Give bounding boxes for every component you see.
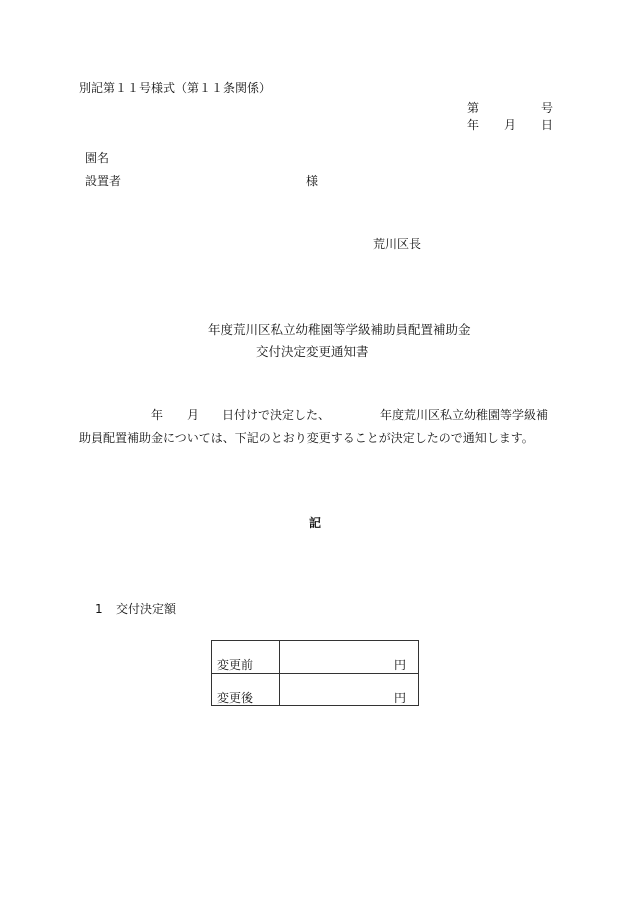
row-after-unit: 円 <box>393 691 406 705</box>
document-title-line2: 交付決定変更通知書 <box>256 344 369 359</box>
honorific: 様 <box>306 174 319 188</box>
kindergarten-label: 園名 <box>85 151 110 165</box>
row-before-label: 変更前 <box>217 658 254 672</box>
body-line2: 助員配置補助金については、下記のとおり変更することが決定したので通知します。 <box>79 431 534 445</box>
body-line1-tail: 年度荒川区私立幼稚園等学級補 <box>380 408 549 422</box>
date-day-label: 日 <box>541 118 554 132</box>
document-title-line1: 年度荒川区私立幼稚園等学級補助員配置補助金 <box>208 322 471 337</box>
date-month-label: 月 <box>504 118 517 132</box>
body-month: 月 <box>187 408 200 422</box>
item1-number: 1 <box>95 602 103 616</box>
founder-label: 設置者 <box>85 174 122 188</box>
form-label: 別記第１１号様式（第１１条関係） <box>79 81 272 95</box>
number-suffix: 号 <box>541 101 554 115</box>
number-prefix: 第 <box>467 101 480 115</box>
item1-label: 交付決定額 <box>116 602 177 616</box>
body-day-text: 日付けで決定した、 <box>222 408 331 422</box>
date-year-label: 年 <box>467 118 480 132</box>
row-after-label: 変更後 <box>217 691 254 705</box>
body-year: 年 <box>151 408 164 422</box>
ki-heading: 記 <box>309 516 322 530</box>
sender-name: 荒川区長 <box>373 237 422 251</box>
row-before-unit: 円 <box>393 658 406 672</box>
table-row-divider <box>212 673 418 674</box>
amount-table <box>211 640 419 706</box>
